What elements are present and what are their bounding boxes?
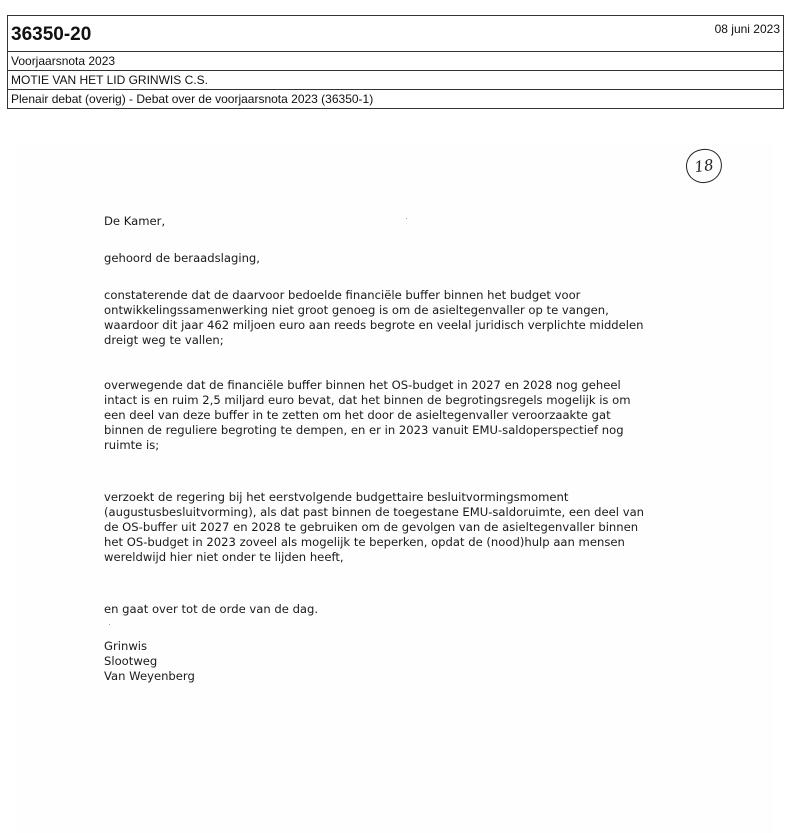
- paragraph-line: overwegende dat de financiële buffer binnen het OS-budget in 2027 en 2028 nog geheel: [104, 378, 621, 392]
- verzoekt-paragraph: [104, 490, 644, 565]
- scan-speck: [406, 218, 407, 219]
- paragraph-line: het OS-budget in 2023 zoveel als mogelijk te beperken, opdat de (nood)hulp aan mensen: [104, 535, 625, 549]
- debate-title: Plenair debat (overig) - Debat over de voorjaarsnota 2023 (36350-1): [11, 92, 374, 106]
- handwritten-number-stamp: 18: [684, 147, 724, 186]
- paragraph-line: wereldwijd hier niet onder te lijden heeft,: [104, 550, 344, 564]
- signatories: [104, 639, 195, 684]
- paragraph-line: binnen de reguliere begroting te dempen, en er in 2023 vanuit EMU-saldoperspectief nog: [104, 423, 624, 437]
- signatory-name: Slootweg: [104, 654, 158, 668]
- paragraph-line: intact is en ruim 2,5 miljard euro bevat, dat het binnen de begrotingsregels mogelijk is om: [104, 393, 631, 407]
- header-title-row: [8, 52, 783, 71]
- overwegende-paragraph: [104, 378, 631, 453]
- constaterende-paragraph: [104, 288, 644, 348]
- signatory-name: Van Weyenberg: [104, 669, 195, 683]
- paragraph-line: ruimte is;: [104, 438, 160, 452]
- header-debate-row: [8, 90, 783, 109]
- motion-title: MOTIE VAN HET LID GRINWIS C.S.: [11, 73, 208, 87]
- paragraph-line: een deel van deze buffer in te zetten om het door de asieltegenvaller veroorzaakte gat: [104, 408, 611, 422]
- signatory-name: Grinwis: [104, 639, 148, 653]
- document-date: 08 juni 2023: [714, 22, 780, 36]
- paragraph-line: (augustusbesluitvorming), als dat past binnen de toegestane EMU-saldoruimte, een deel van: [104, 505, 645, 519]
- document-number: 36350-20: [11, 24, 92, 45]
- paragraph-line: ontwikkelingssamenwerking niet groot genoeg is om de asieltegenvaller op te vangen,: [104, 303, 609, 317]
- salutation: De Kamer,: [104, 214, 166, 228]
- header-number-row: [8, 16, 783, 52]
- paragraph-line: constaterende dat de daarvoor bedoelde financiële buffer binnen het budget voor: [104, 288, 581, 302]
- header-motion-row: [8, 71, 783, 90]
- heard-clause: gehoord de beraadslaging,: [104, 251, 260, 265]
- document-header: [7, 15, 784, 109]
- document-title: Voorjaarsnota 2023: [11, 54, 116, 68]
- paragraph-line: waardoor dit jaar 462 miljoen euro aan reeds begrote en veelal juridisch verplichte middelen: [104, 318, 644, 332]
- scanned-page: [18, 142, 773, 833]
- paragraph-line: de OS-buffer uit 2027 en 2028 te gebruiken om de gevolgen van de asieltegenvaller binnen: [104, 520, 639, 534]
- paragraph-line: verzoekt de regering bij het eerstvolgende budgettaire besluitvormingsmoment: [104, 490, 569, 504]
- closing-clause: en gaat over tot de orde van de dag.: [104, 602, 319, 616]
- paragraph-line: dreigt weg te vallen;: [104, 333, 224, 347]
- scan-speck: [109, 624, 110, 625]
